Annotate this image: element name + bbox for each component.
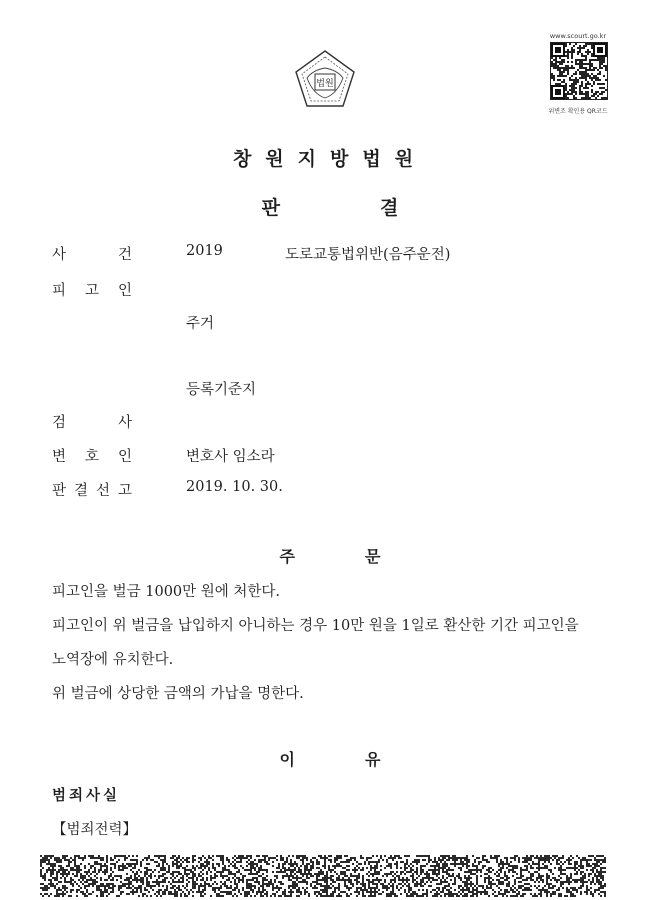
qr-code-block: [543, 32, 613, 115]
counsel-value: 변호사 임소라: [186, 449, 275, 465]
defendant-label: 피 고 인: [52, 283, 132, 299]
redacted-area: [40, 855, 606, 897]
defendant-registry-label: 등록기준지: [186, 382, 257, 398]
order-line-1: 피고인을 벌금 1000만 원에 처한다.: [52, 584, 281, 600]
reasons-heading: 이 유: [279, 750, 381, 769]
case-number: 2019: [186, 243, 223, 259]
document-title-part-b: 결: [380, 197, 399, 219]
case-label: 사 건: [52, 247, 132, 263]
case-name: 도로교통법위반(음주운전): [285, 247, 451, 263]
counsel-label: 변 호 인: [52, 449, 132, 465]
sentence-date-label: 판 결 선 고: [52, 483, 132, 499]
qr-caption: 위변조 확인용 QR코드: [548, 108, 608, 115]
order-line-4: 위 벌금에 상당한 금액의 가납을 명한다.: [52, 686, 304, 702]
emblem-text: 법원: [316, 79, 334, 89]
document-title-part-a: 판: [261, 197, 280, 219]
qr-url: www.scourt.go.kr: [549, 32, 607, 40]
order-line-3: 노역장에 유치한다.: [52, 652, 174, 668]
order-line-2: 피고인이 위 벌금을 납입하지 아니하는 경우 10만 원을 1일로 환산한 기간 피고인을: [52, 618, 579, 634]
crime-facts-heading: 범죄사실: [52, 788, 121, 804]
prior-record-heading: 【범죄전력】: [52, 822, 138, 838]
court-emblem-icon: [293, 48, 357, 112]
qr-code-icon: [550, 42, 608, 100]
order-heading: 주 문: [279, 547, 381, 566]
sentence-date-value: 2019. 10. 30.: [186, 479, 283, 495]
defendant-address-label: 주거: [186, 316, 215, 332]
court-name: 창원지방법원: [232, 148, 428, 170]
document-title: [0, 193, 660, 220]
prosecutor-label: 검 사: [52, 415, 132, 431]
